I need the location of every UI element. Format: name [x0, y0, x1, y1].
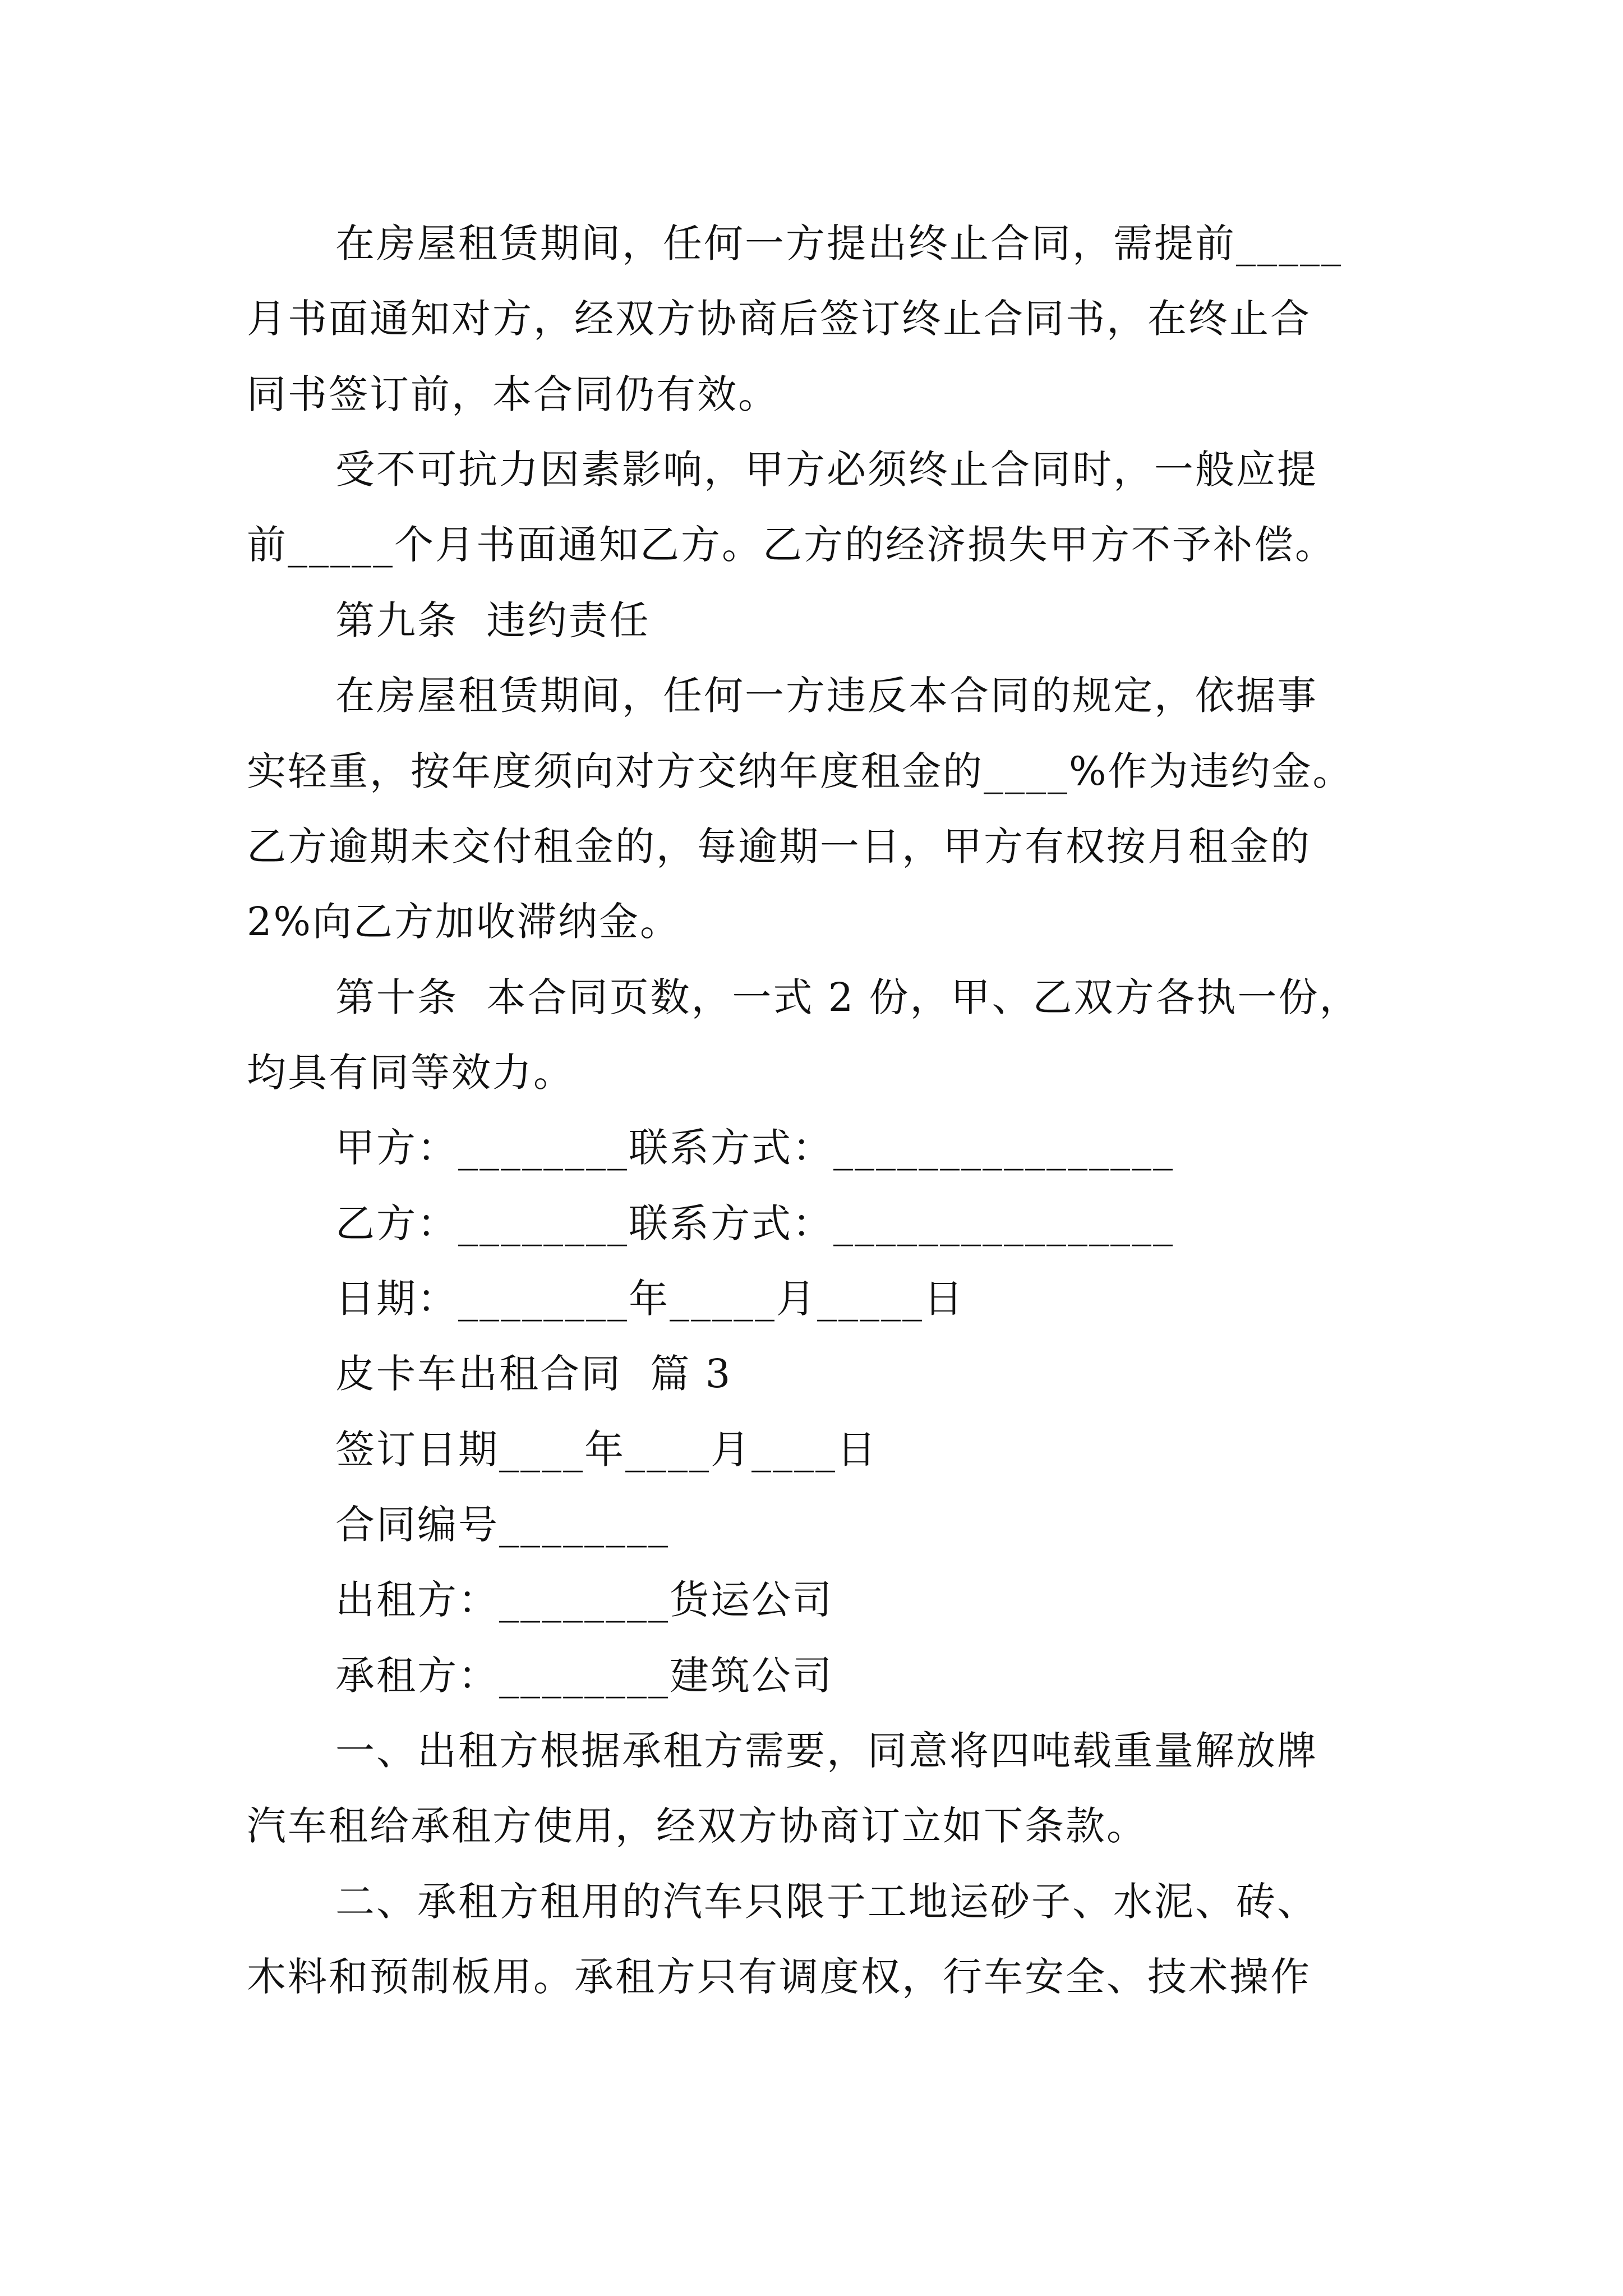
signature-line-party-a: 甲方：________联系方式：________________	[335, 1125, 1174, 1171]
contract-number-line: 合同编号________	[335, 1502, 670, 1548]
text-line: 第十条 本合同页数，一式 2 份，甲、乙双方各执一份，	[335, 974, 1361, 1020]
lessor-line: 出租方：________货运公司	[335, 1577, 833, 1623]
text-line: 二、承租方租用的汽车只限于工地运砂子、水泥、砖、	[335, 1879, 1318, 1925]
lessee-line: 承租方：________建筑公司	[335, 1653, 833, 1699]
text-line: 受不可抗力因素影响，甲方必须终止合同时，一般应提	[335, 447, 1318, 493]
text-line: 均具有同等效力。	[247, 1050, 574, 1096]
text-line: 乙方逾期未交付租金的，每逾期一日，甲方有权按月租金的	[247, 823, 1311, 869]
text-line: 月书面通知对方，经双方协商后签订终止合同书，在终止合	[247, 296, 1311, 342]
text-line: 在房屋租赁期间，任何一方违反本合同的规定，依据事	[335, 673, 1318, 719]
text-line: 一、出租方根据承租方需要，同意将四吨载重量解放牌	[335, 1728, 1318, 1774]
section-heading: 第九条 违约责任	[335, 597, 651, 643]
sign-date-line: 签订日期____年____月____日	[335, 1427, 878, 1473]
text-line: 汽车租给承租方使用，经双方协商订立如下条款。	[247, 1803, 1147, 1849]
text-line: 实轻重，按年度须向对方交纳年度租金的____%作为违约金。	[247, 748, 1354, 794]
text-line: 木料和预制板用。承租方只有调度权，行车安全、技术操作	[247, 1954, 1311, 2000]
contract-title: 皮卡车出租合同 篇 3	[335, 1351, 732, 1397]
text-line: 前_____个月书面通知乙方。乙方的经济损失甲方不予补偿。	[247, 522, 1336, 568]
text-line: 在房屋租赁期间，任何一方提出终止合同，需提前_____	[335, 220, 1343, 266]
text-line: 同书签订前，本合同仍有效。	[247, 371, 779, 417]
date-line: 日期：________年_____月_____日	[335, 1276, 965, 1322]
signature-line-party-b: 乙方：________联系方式：________________	[335, 1200, 1174, 1246]
text-line: 2%向乙方加收滞纳金。	[247, 899, 681, 945]
